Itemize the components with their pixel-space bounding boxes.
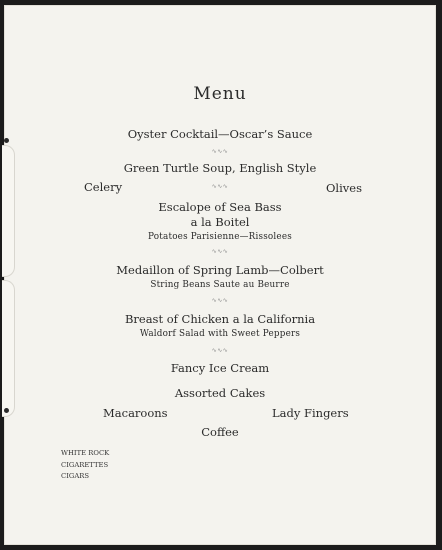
course-lamb: Medaillon of Spring Lamb—Colbert (116, 263, 324, 277)
course-fish-style: a la Boitel (190, 215, 250, 229)
side-olives: Olives (326, 181, 362, 195)
binding-hole-icon (4, 408, 9, 413)
ornament-divider: ∿∿∿ (211, 347, 229, 354)
course-fish: Escalope of Sea Bass (158, 200, 282, 214)
menu-title: Menu (193, 84, 247, 104)
course-cakes: Assorted Cakes (174, 386, 266, 400)
course-coffee: Coffee (201, 425, 239, 439)
side-macaroons: Macaroons (103, 406, 168, 420)
ornament-divider: ∿∿∿ (211, 148, 229, 155)
course-soup: Green Turtle Soup, English Style (123, 161, 317, 175)
ornament-divider: ∿∿∿ (211, 183, 229, 190)
side-lady-fingers: Lady Fingers (272, 406, 349, 420)
course-fish-side: Potatoes Parisienne—Rissolees (148, 232, 292, 242)
course-oyster: Oyster Cocktail—Oscar’s Sauce (127, 127, 313, 141)
menu-card (4, 5, 436, 545)
footer-item: CIGARETTES (61, 460, 109, 469)
side-celery: Celery (84, 180, 123, 194)
ornament-divider: ∿∿∿ (211, 297, 229, 304)
footer-notes (61, 448, 109, 483)
course-chicken-side: Waldorf Salad with Sweet Peppers (139, 329, 301, 339)
footer-item: CIGARS (61, 472, 89, 480)
course-ice-cream: Fancy Ice Cream (170, 361, 270, 375)
course-chicken: Breast of Chicken a la California (124, 312, 316, 326)
ornament-divider: ∿∿∿ (211, 248, 229, 255)
footer-item: WHITE ROCK (61, 449, 110, 457)
course-lamb-side: String Beans Saute au Beurre (150, 280, 290, 290)
